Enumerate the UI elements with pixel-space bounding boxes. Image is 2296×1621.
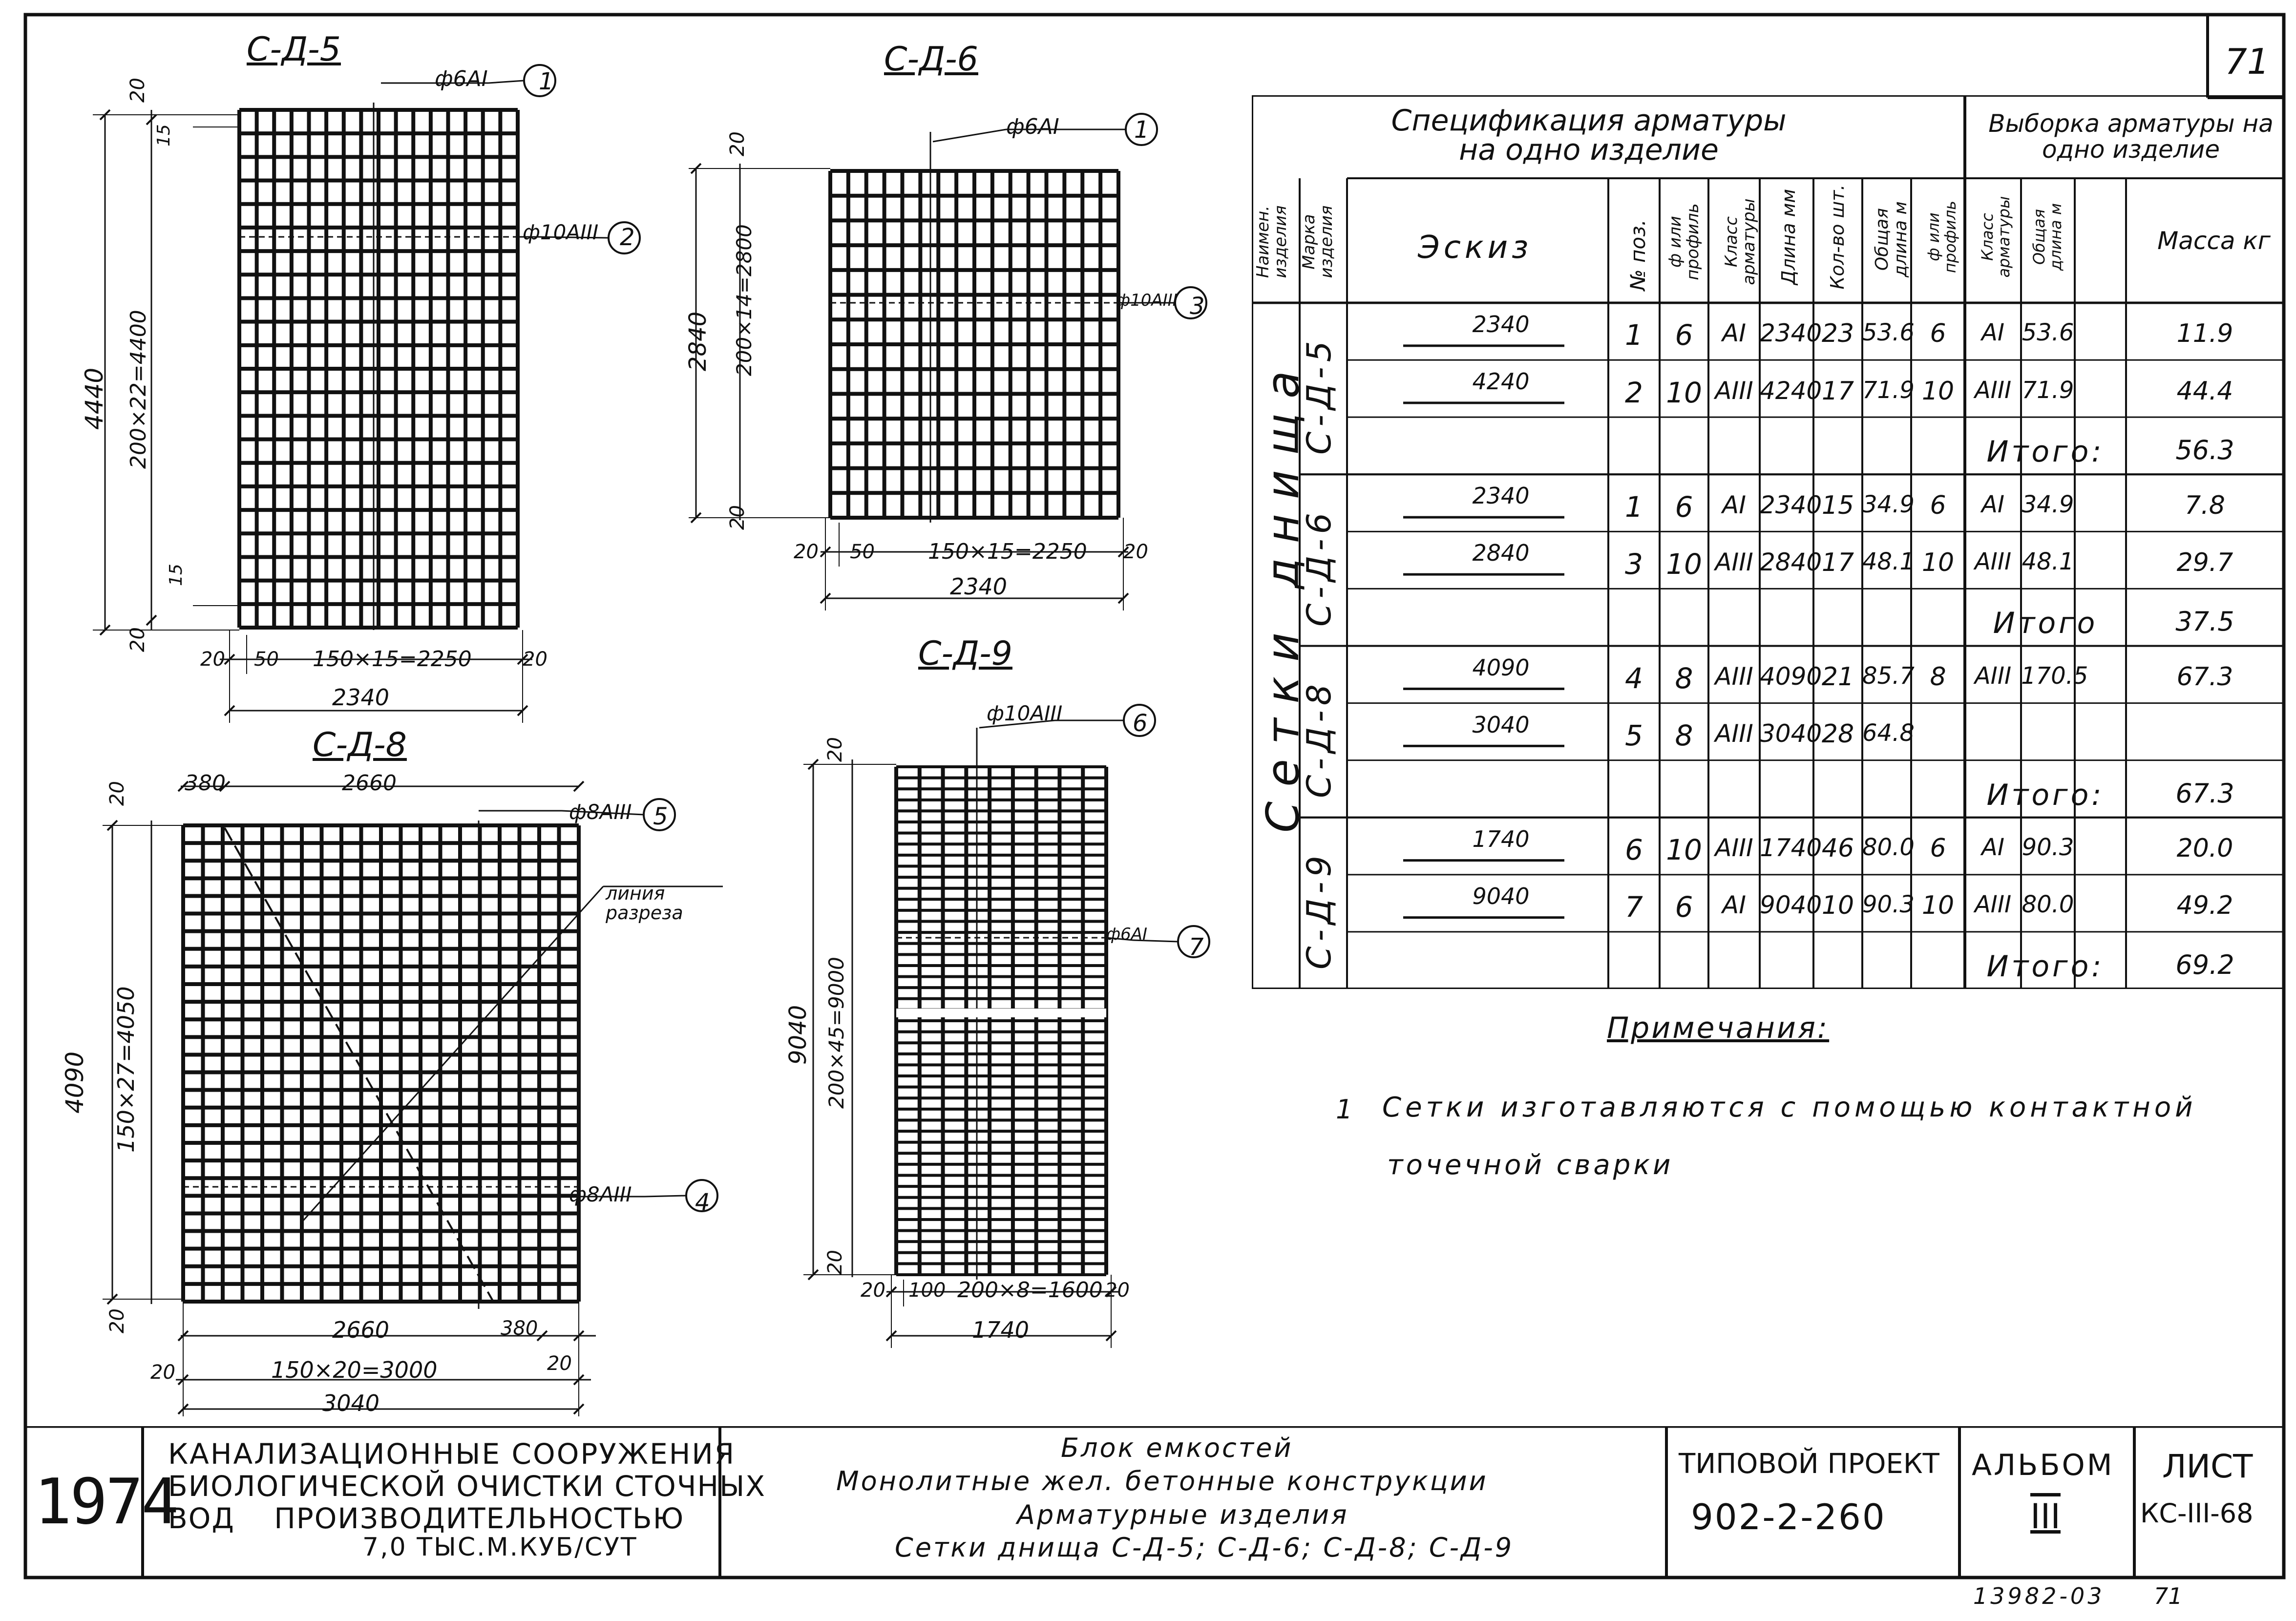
group-total-mass: 37.5 <box>2175 606 2234 637</box>
sd5-dim-pitch: 200×22=4400 <box>126 310 151 469</box>
hdr-length: Длина мм <box>1778 189 1799 285</box>
cell-sketch-length: 4240 <box>1472 368 1530 395</box>
hdr-s-total: Общая длина м <box>2030 203 2065 271</box>
cell-sketch-length: 1740 <box>1472 825 1530 852</box>
tb-album-number: III <box>2030 1496 2061 1537</box>
sd9-bar6-label: ф10АIII <box>987 701 1063 725</box>
group-mark: С-Д-8 <box>1300 679 1339 798</box>
tb-project-number: 902-2-260 <box>1691 1496 1886 1537</box>
cell-s-diameter: 6 <box>1930 319 1946 349</box>
cell-s-class: АIII <box>1974 376 2012 404</box>
cell-s-diameter: 8 <box>1930 662 1946 692</box>
cell-s-diameter: 10 <box>1921 891 1955 921</box>
cell-s-class: АIII <box>1974 547 2012 575</box>
cell-sketch-length: 9040 <box>1472 883 1530 909</box>
cell-pos: 5 <box>1625 719 1643 753</box>
sd5-mesh <box>0 0 712 733</box>
sd9-dim-height: 9040 <box>784 1005 812 1065</box>
sd8-dim-2660: 2660 <box>332 1317 390 1343</box>
cell-sketch-length: 2840 <box>1472 540 1530 567</box>
group-total-mass: 56.3 <box>2175 435 2234 466</box>
sd5-bar1-label: ф6АI <box>435 66 488 91</box>
cell-s-diameter: 10 <box>1921 376 1955 406</box>
cell-s-total: 80.0 <box>2022 891 2074 919</box>
cell-pos: 6 <box>1625 833 1643 867</box>
sd5-pos2: 2 <box>620 224 635 251</box>
notes-line1: Сетки изготавляются с помощью контактной <box>1382 1092 2197 1123</box>
cell-qty: 17 <box>1821 547 1854 577</box>
sd8-pos5: 5 <box>653 803 668 830</box>
sd6-title: С-Д-6 <box>884 40 978 79</box>
sd8-dim-pitch: 150×27=4050 <box>113 986 139 1153</box>
cell-diameter: 8 <box>1675 661 1693 695</box>
hdr-pos: № поз. <box>1626 219 1650 291</box>
sd6-dim-left20: 20 <box>794 541 819 563</box>
cell-class: АIII <box>1715 719 1753 748</box>
sd8-dim-top: 20 <box>106 781 128 806</box>
sd6-dim-height: 2840 <box>684 311 712 371</box>
sd5-dim-top: 20 <box>126 78 149 103</box>
cell-pos: 7 <box>1625 890 1643 924</box>
sd9-dim-top: 20 <box>824 737 846 762</box>
cell-sketch-length: 3040 <box>1472 711 1530 738</box>
sd6-dim-pitch: 200×14=2800 <box>732 224 756 376</box>
cell-total-length: 34.9 <box>1862 490 1915 518</box>
sd5-pos1: 1 <box>539 68 554 95</box>
sd5-dim-left20: 20 <box>200 648 225 671</box>
cell-length: 9040 <box>1760 891 1822 920</box>
sd9-pos6: 6 <box>1133 710 1148 737</box>
sd9-title: С-Д-9 <box>918 634 1012 673</box>
tb-org-line4: 7,0 ТЫС.М.КУБ/СУТ <box>362 1533 638 1562</box>
sd9-dim-100: 100 <box>908 1279 946 1302</box>
tb-desc-line1: Блок емкостей <box>1061 1432 1293 1463</box>
sd9-dim-left20: 20 <box>861 1279 885 1302</box>
cell-class: АI <box>1722 891 1746 920</box>
sd8-cut-line <box>606 884 694 923</box>
cell-mass: 49.2 <box>2176 891 2233 921</box>
cell-total-length: 53.6 <box>1862 319 1915 347</box>
group-mark: С-Д-9 <box>1300 851 1339 969</box>
hdr-total-len: Общая длина м <box>1872 201 1911 277</box>
cell-qty: 21 <box>1821 662 1854 692</box>
tb-desc-line3: Арматурные изделия <box>1017 1499 1349 1530</box>
cell-length: 4240 <box>1760 376 1822 405</box>
hdr-qty: Кол-во шт. <box>1827 184 1848 290</box>
cell-sketch-length: 2340 <box>1472 311 1530 338</box>
cell-s-total: 48.1 <box>2022 547 2074 575</box>
sd6-dim-top: 20 <box>726 131 749 156</box>
cell-total-length: 85.7 <box>1862 662 1915 690</box>
sd6-pos1: 1 <box>1134 116 1149 144</box>
hdr-s-class: Класс арматуры <box>1978 196 2013 278</box>
cell-pos: 1 <box>1625 490 1643 524</box>
sd9-pos7: 7 <box>1189 933 1204 961</box>
sd8-mesh <box>73 772 733 1426</box>
sd6-dim-50: 50 <box>850 541 875 563</box>
cell-diameter: 10 <box>1666 547 1702 581</box>
group-total-label: Итого: <box>1986 435 2105 469</box>
cell-diameter: 10 <box>1666 376 1702 409</box>
cell-mass: 67.3 <box>2176 662 2233 692</box>
sd8-dim-2660top: 2660 <box>342 771 397 796</box>
sd6-dim-width: 2340 <box>950 573 1008 600</box>
sd8-title: С-Д-8 <box>313 726 407 764</box>
sd8-pos4: 4 <box>695 1189 710 1216</box>
cell-s-class: АI <box>1981 490 2004 518</box>
notes-line2: точечной сварки <box>1387 1149 1674 1181</box>
sd6-dim-right20: 20 <box>1123 541 1148 563</box>
hdr-mass-text: Масса кг <box>2157 227 2271 255</box>
cell-length: 2340 <box>1760 490 1822 519</box>
cell-total-length: 90.3 <box>1862 891 1915 919</box>
cell-length: 2840 <box>1760 547 1822 576</box>
sd6-dim-bottom: 20 <box>726 505 749 530</box>
page-number: 71 <box>2225 41 2270 82</box>
tb-org-line1: КАНАЛИЗАЦИОННЫЕ СООРУЖЕНИЯ <box>168 1437 736 1471</box>
group-total-label: Итого: <box>1986 778 2105 812</box>
sd5-dim-height: 4440 <box>80 367 108 430</box>
hdr-mark: Марка изделия <box>1299 205 1336 278</box>
footer-page: 71 <box>2154 1583 2183 1609</box>
cell-sketch-length: 4090 <box>1472 654 1530 681</box>
sd5-title: С-Д-5 <box>247 30 341 69</box>
sd5-dim-right20: 20 <box>523 648 548 671</box>
sd6-pos1-leader <box>933 129 1006 142</box>
cell-class: АIII <box>1715 376 1753 405</box>
cell-qty: 15 <box>1821 490 1854 520</box>
cell-qty: 17 <box>1821 376 1854 406</box>
cell-s-class: АIII <box>1974 891 2012 919</box>
cell-s-total: 34.9 <box>2022 490 2074 518</box>
sd5-dim-50: 50 <box>254 648 279 671</box>
spec-title-left <box>1369 106 1809 165</box>
sd5-dim-15a: 15 <box>154 124 174 147</box>
sd8-bar5-label: ф8АIII <box>569 800 632 824</box>
sd6-bar3-label: ф10АIII <box>1116 291 1178 310</box>
sd8-cut-line-text: линия разреза <box>606 883 683 924</box>
sd5-pos1-leader <box>488 81 524 83</box>
cell-pos: 4 <box>1625 661 1643 695</box>
cell-total-length: 48.1 <box>1862 547 1915 575</box>
notes-item-number: 1 <box>1336 1094 1353 1125</box>
spec-table <box>1252 95 2284 989</box>
cell-mass: 7.8 <box>2185 490 2225 520</box>
sd9-break-gap <box>896 1009 1106 1017</box>
group-mark: С-Д-6 <box>1300 507 1339 627</box>
cell-qty: 23 <box>1821 319 1854 349</box>
hdr-mass <box>2150 227 2277 255</box>
tb-org-line2: БИОЛОГИЧЕСКОЙ ОЧИСТКИ СТОЧНЫХ <box>168 1470 766 1503</box>
cell-diameter: 6 <box>1675 490 1693 524</box>
cell-s-total: 90.3 <box>2022 834 2074 862</box>
hdr-s-diam: ф или профиль <box>1924 200 1959 274</box>
cell-length: 2340 <box>1760 319 1822 348</box>
cell-class: АI <box>1722 490 1746 519</box>
cell-diameter: 8 <box>1675 719 1693 753</box>
tb-year: 1974 <box>34 1466 177 1538</box>
group-total-mass: 67.3 <box>2175 778 2234 809</box>
sd8-dim-row: 150×20=3000 <box>271 1357 438 1383</box>
cell-qty: 28 <box>1821 719 1854 749</box>
cell-s-diameter: 10 <box>1921 547 1955 577</box>
sd8-dim-380top: 380 <box>185 771 226 796</box>
sd8-pos4-leader <box>645 1196 686 1197</box>
group-name: Сетки днища <box>1257 356 1309 833</box>
sd5-bar2-label: ф10АIII <box>523 220 599 244</box>
tb-org-line3: ВОД ПРОИЗВОДИТЕЛЬНОСТЬЮ <box>168 1502 685 1535</box>
cell-s-total: 170.5 <box>2021 662 2088 690</box>
cell-s-class: АIII <box>1974 662 2012 690</box>
cell-class: АIII <box>1715 547 1753 576</box>
sd9-dim-right20: 20 <box>1105 1279 1130 1302</box>
hdr-item-name: Наимен. изделия <box>1253 205 1290 278</box>
cell-s-total: 71.9 <box>2022 376 2074 404</box>
cell-total-length: 80.0 <box>1862 834 1915 862</box>
hdr-class: Класс арматуры <box>1722 198 1759 285</box>
hdr-diam: ф или профиль <box>1665 203 1703 280</box>
tb-desc-line2: Монолитные жел. бетонные конструкции <box>836 1466 1488 1496</box>
cell-s-diameter: 6 <box>1930 490 1946 520</box>
group-mark: С-Д-5 <box>1300 336 1339 455</box>
cell-sketch-length: 2340 <box>1472 483 1530 509</box>
tb-sheet-label: ЛИСТ <box>2162 1448 2253 1485</box>
sd8-dim-bottom: 20 <box>106 1308 128 1333</box>
cell-total-length: 64.8 <box>1862 719 1915 747</box>
cell-s-diameter: 6 <box>1930 834 1946 863</box>
cell-diameter: 6 <box>1675 890 1693 924</box>
group-total-label: Итого <box>1993 606 2098 641</box>
tb-project-label: ТИПОВОЙ ПРОЕКТ <box>1679 1448 1939 1480</box>
cell-qty: 46 <box>1821 834 1854 863</box>
cell-total-length: 71.9 <box>1862 376 1915 404</box>
sd9-dim-row: 200×8=1600 <box>957 1278 1103 1303</box>
cell-mass: 44.4 <box>2176 376 2233 406</box>
hdr-sketch: Эскиз <box>1418 230 1533 266</box>
sd8-dim-left20: 20 <box>150 1361 175 1384</box>
cell-diameter: 6 <box>1675 318 1693 352</box>
cell-class: АIII <box>1715 662 1753 691</box>
tb-desc-line4: Сетки днища С-Д-5; С-Д-6; С-Д-8; С-Д-9 <box>895 1532 1514 1563</box>
cell-mass: 29.7 <box>2176 547 2233 577</box>
sd6-pos3: 3 <box>1190 293 1205 320</box>
sd6-bar1-label: ф6АI <box>1006 114 1059 139</box>
cell-s-total: 53.6 <box>2022 319 2074 347</box>
group-total-label: Итого: <box>1986 949 2105 984</box>
sd5-dim-bottom: 20 <box>126 627 149 652</box>
sd5-dim-row: 150×15=2250 <box>313 647 472 672</box>
cell-s-class: АI <box>1981 834 2004 862</box>
spec-title-right-text: Выборка арматуры на одно изделие <box>1988 109 2274 164</box>
cell-length: 3040 <box>1760 719 1822 748</box>
title-block <box>25 1426 2284 1578</box>
cell-diameter: 10 <box>1666 833 1702 867</box>
group-total-mass: 69.2 <box>2175 949 2234 980</box>
sd5-dim-width: 2340 <box>332 684 390 711</box>
footer-code: 13982-03 <box>1973 1583 2105 1609</box>
sd6-dim-row: 150×15=2250 <box>928 539 1087 564</box>
sd8-dim-width: 3040 <box>322 1390 380 1416</box>
cell-class: АIII <box>1715 834 1753 863</box>
cell-qty: 10 <box>1821 891 1854 921</box>
cell-length: 4090 <box>1760 662 1822 691</box>
cell-length: 1740 <box>1760 834 1822 863</box>
sd8-dim-height: 4090 <box>61 1051 89 1114</box>
notes-title: Примечания: <box>1607 1011 1830 1045</box>
sd9-dim-width: 1740 <box>972 1317 1030 1343</box>
cell-pos: 3 <box>1625 547 1643 581</box>
cell-pos: 1 <box>1625 318 1643 352</box>
sd8-dim-right20: 20 <box>547 1352 572 1375</box>
sd8-dim-380: 380 <box>501 1317 538 1340</box>
cell-pos: 2 <box>1625 376 1643 409</box>
cell-class: АI <box>1722 319 1746 348</box>
tb-album-label: АЛЬБОМ <box>1972 1448 2114 1482</box>
sd9-dim-bottom: 20 <box>824 1250 846 1275</box>
cell-mass: 20.0 <box>2176 834 2233 863</box>
sd9-dim-pitch: 200×45=9000 <box>824 957 848 1109</box>
tb-sheet-code: КС-III-68 <box>2140 1498 2254 1529</box>
sd6-mesh <box>635 88 1245 615</box>
sd9-bar7-label: ф6АI <box>1106 925 1147 944</box>
spec-title-right <box>1980 111 2282 162</box>
sd5-dim-15b: 15 <box>166 564 186 586</box>
cell-s-class: АI <box>1981 319 2004 347</box>
sd8-bar4-label: ф8АIII <box>569 1182 632 1206</box>
spec-title-left-text: Спецификация арматуры на одно изделие <box>1391 104 1787 167</box>
cell-mass: 11.9 <box>2176 319 2233 349</box>
